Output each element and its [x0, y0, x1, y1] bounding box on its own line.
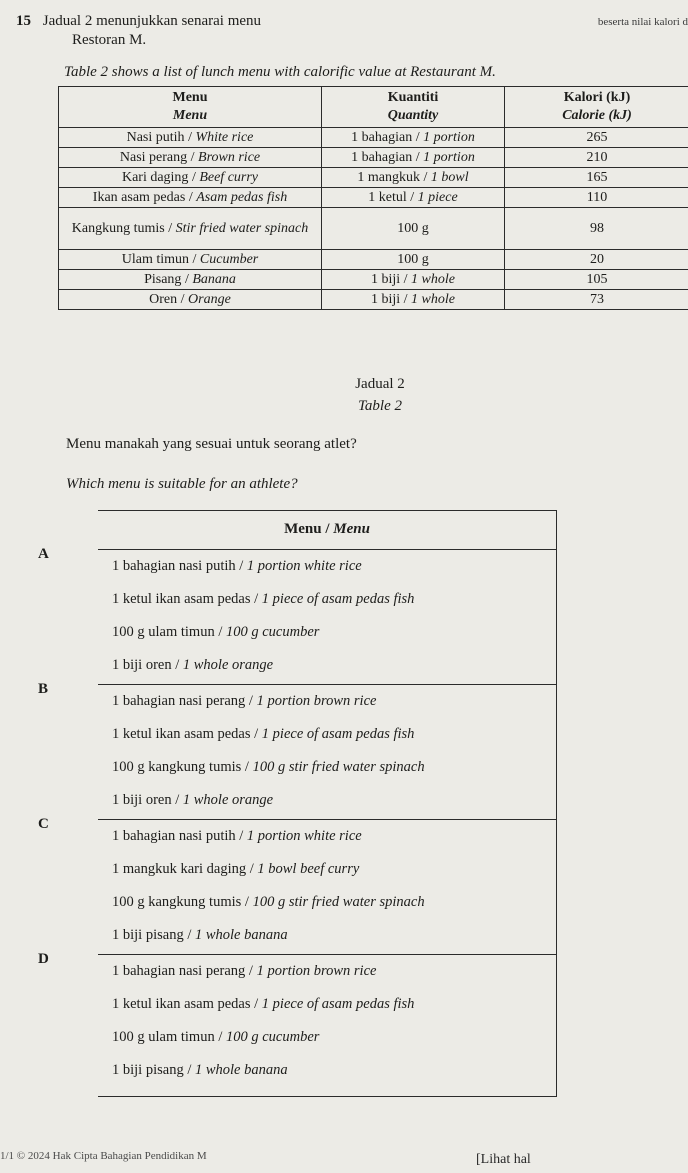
food-en: Asam pedas fish [196, 189, 288, 205]
option-a[interactable] [98, 550, 556, 685]
option-line [98, 1054, 556, 1087]
header-qty-en: Quantity [387, 108, 439, 123]
separator: / [183, 1062, 195, 1078]
qty-ms: 1 biji [370, 271, 401, 287]
option-line-ms: 1 mangkuk kari daging [112, 861, 247, 877]
separator: / [246, 861, 258, 877]
table-row [59, 208, 688, 250]
option-line [98, 784, 556, 817]
option-line [98, 718, 556, 751]
table-label-ms: Jadual 2 [355, 376, 405, 392]
table-body [59, 128, 688, 310]
separator: / [406, 189, 418, 205]
option-line [98, 919, 556, 952]
header-quantity [322, 87, 505, 128]
header-menu-en: Menu [172, 108, 208, 123]
table-row [59, 188, 688, 208]
option-line [98, 583, 556, 616]
separator: / [235, 828, 247, 844]
food-en: Banana [192, 271, 236, 287]
table-row [59, 290, 688, 310]
calorie-table [58, 86, 688, 310]
header-qty-ms: Kuantiti [387, 90, 439, 105]
food-ms: Kari daging [121, 169, 189, 185]
cell-food [59, 148, 322, 168]
separator: / [250, 996, 262, 1012]
option-line-ms: 100 g kangkung tumis [112, 894, 242, 910]
qty-ms: 1 bahagian [351, 129, 413, 145]
header-calorie [505, 87, 688, 128]
option-line [98, 820, 556, 853]
table-caption: Table 2 shows a list of lunch menu with calorific value at Restaurant M. [64, 64, 496, 80]
cell-calorie: 105 [505, 270, 688, 290]
option-line-ms: 1 ketul ikan asam pedas [112, 726, 251, 742]
table-row [59, 270, 688, 290]
cell-quantity [322, 168, 505, 188]
question-prompt-ms: Menu manakah yang sesuai untuk seorang atlet? [66, 436, 357, 452]
separator: / [400, 271, 412, 287]
options-header-ms: Menu [284, 521, 322, 537]
option-line-en: 100 g stir fried water spinach [252, 759, 425, 775]
option-line-ms: 1 biji pisang [112, 1062, 184, 1078]
option-line-en: 1 whole banana [194, 927, 288, 943]
option-b[interactable] [98, 685, 556, 820]
qty-ms: 100 g [397, 220, 429, 236]
options-header: Menu / Menu [98, 511, 556, 550]
option-line-en: 1 portion white rice [246, 558, 362, 574]
header-menu-ms: Menu [172, 90, 208, 105]
qty-en: 1 bowl [430, 169, 469, 185]
separator: / [419, 169, 431, 185]
separator: / [164, 220, 176, 236]
qty-ms: 100 g [397, 251, 429, 267]
option-line [98, 649, 556, 682]
option-line-en: 1 bowl beef curry [257, 861, 360, 877]
option-line [98, 685, 556, 718]
separator: / [183, 927, 195, 943]
option-line-en: 100 g cucumber [226, 1029, 320, 1045]
qty-en: 1 portion [423, 149, 475, 165]
food-en: Orange [188, 291, 231, 307]
cell-quantity [322, 290, 505, 310]
separator: / [181, 271, 193, 287]
cell-food [59, 250, 322, 270]
table-row [59, 128, 688, 148]
food-en: Beef curry [199, 169, 259, 185]
option-line-ms: 100 g ulam timun [112, 624, 215, 640]
option-line-en: 1 portion brown rice [256, 963, 377, 979]
option-line-en: 1 whole orange [182, 792, 274, 808]
option-line-ms: 1 biji pisang [112, 927, 184, 943]
separator: / [235, 558, 247, 574]
option-line [98, 751, 556, 784]
food-ms: Ulam timun [121, 251, 190, 267]
option-line-ms: 1 bahagian nasi perang [112, 963, 246, 979]
options-header-en: Menu [333, 521, 370, 537]
cell-calorie: 210 [505, 148, 688, 168]
cell-calorie: 265 [505, 128, 688, 148]
separator: / [250, 591, 262, 607]
cell-calorie: 20 [505, 250, 688, 270]
page-turn-note: [Lihat hal [476, 1152, 531, 1167]
separator: / [412, 129, 424, 145]
separator: / [241, 894, 253, 910]
cell-calorie: 98 [505, 208, 688, 250]
question-intro: Jadual 2 menunjukkan senarai menu [42, 13, 262, 29]
food-en: Stir fried water spinach [175, 220, 309, 236]
option-line-ms: 100 g kangkung tumis [112, 759, 242, 775]
separator: / [189, 251, 200, 267]
option-line-en: 1 piece of asam pedas fish [261, 591, 415, 607]
option-line-en: 1 piece of asam pedas fish [261, 726, 415, 742]
separator: / [245, 693, 257, 709]
qty-en: 1 piece [417, 189, 458, 205]
cell-food [59, 188, 322, 208]
food-ms: Ikan asam pedas [92, 189, 186, 205]
table-row [59, 250, 688, 270]
qty-en: 1 whole [411, 271, 455, 287]
question-prompt-en: Which menu is suitable for an athlete? [66, 476, 298, 492]
cell-quantity [322, 128, 505, 148]
separator: / [214, 624, 226, 640]
option-d[interactable] [98, 955, 556, 1089]
table-header-row [59, 87, 688, 128]
qty-ms: 1 bahagian [351, 149, 413, 165]
option-line-ms: 1 ketul ikan asam pedas [112, 591, 251, 607]
option-line-ms: 1 ketul ikan asam pedas [112, 996, 251, 1012]
qty-ms: 1 mangkuk [357, 169, 420, 185]
cell-calorie: 73 [505, 290, 688, 310]
separator: / [177, 291, 189, 307]
question-intro-cont: Restoran M. [72, 32, 147, 48]
options-table [98, 510, 557, 1097]
separator: / [412, 149, 424, 165]
food-en: Brown rice [198, 149, 261, 165]
option-line-ms: 1 biji oren [112, 657, 172, 673]
separator: / [187, 149, 199, 165]
table-row [59, 168, 688, 188]
cell-quantity [322, 208, 505, 250]
table-row [59, 148, 688, 168]
question-header [16, 12, 261, 30]
option-line-ms: 1 bahagian nasi putih [112, 828, 236, 844]
cell-quantity [322, 148, 505, 168]
option-line-en: 1 portion brown rice [256, 693, 377, 709]
food-ms: Kangkung tumis [71, 220, 165, 236]
food-en: Cucumber [199, 251, 259, 267]
qty-ms: 1 ketul [368, 189, 407, 205]
food-ms: Pisang [144, 271, 182, 287]
copyright-footer: 1/1 © 2024 Hak Cipta Bahagian Pendidikan M [0, 1150, 207, 1162]
cell-food [59, 128, 322, 148]
separator: / [250, 726, 262, 742]
option-letter-c[interactable]: C [38, 816, 49, 832]
separator: / [188, 169, 200, 185]
qty-en: 1 portion [423, 129, 475, 145]
separator: / [241, 759, 253, 775]
separator: / [185, 189, 197, 205]
food-en: White rice [195, 129, 254, 145]
option-letter-b[interactable]: B [38, 681, 49, 697]
food-ms: Nasi putih [126, 129, 185, 145]
separator: / [214, 1029, 226, 1045]
qty-ms: 1 biji [370, 291, 401, 307]
qty-en: 1 whole [411, 291, 455, 307]
cell-quantity [322, 250, 505, 270]
cell-food [59, 270, 322, 290]
option-letter-a[interactable]: A [38, 546, 49, 562]
header-cal-ms: Kalori (kJ) [563, 90, 631, 105]
header-cal-en: Calorie (kJ) [562, 108, 632, 123]
cell-calorie: 110 [505, 188, 688, 208]
table-label-en: Table 2 [357, 398, 403, 414]
option-line [98, 550, 556, 583]
option-line [98, 886, 556, 919]
option-line-ms: 1 bahagian nasi putih [112, 558, 236, 574]
option-line-en: 1 piece of asam pedas fish [261, 996, 415, 1012]
option-line-ms: 100 g ulam timun [112, 1029, 215, 1045]
option-line-ms: 1 bahagian nasi perang [112, 693, 246, 709]
cell-quantity [322, 270, 505, 290]
separator: / [184, 129, 196, 145]
cell-quantity [322, 188, 505, 208]
cell-food [59, 168, 322, 188]
option-line-ms: 1 biji oren [112, 792, 172, 808]
separator: / [171, 657, 183, 673]
food-ms: Nasi perang [119, 149, 188, 165]
cell-calorie: 165 [505, 168, 688, 188]
option-line [98, 1021, 556, 1054]
option-letter-d[interactable]: D [38, 951, 49, 967]
option-c[interactable] [98, 820, 556, 955]
option-line [98, 853, 556, 886]
option-line-en: 100 g stir fried water spinach [252, 894, 425, 910]
cell-food [59, 208, 322, 250]
option-line-en: 100 g cucumber [226, 624, 320, 640]
food-ms: Oren [149, 291, 178, 307]
question-intro-right: beserta nilai kalori d [597, 16, 688, 28]
option-line-en: 1 whole banana [194, 1062, 288, 1078]
option-line [98, 988, 556, 1021]
question-number: 15 [16, 13, 31, 29]
option-line-en: 1 portion white rice [246, 828, 362, 844]
header-menu [59, 87, 322, 128]
separator: / [171, 792, 183, 808]
separator: / [400, 291, 412, 307]
cell-food [59, 290, 322, 310]
option-line [98, 616, 556, 649]
option-line-en: 1 whole orange [182, 657, 274, 673]
option-line [98, 955, 556, 988]
separator: / [245, 963, 257, 979]
